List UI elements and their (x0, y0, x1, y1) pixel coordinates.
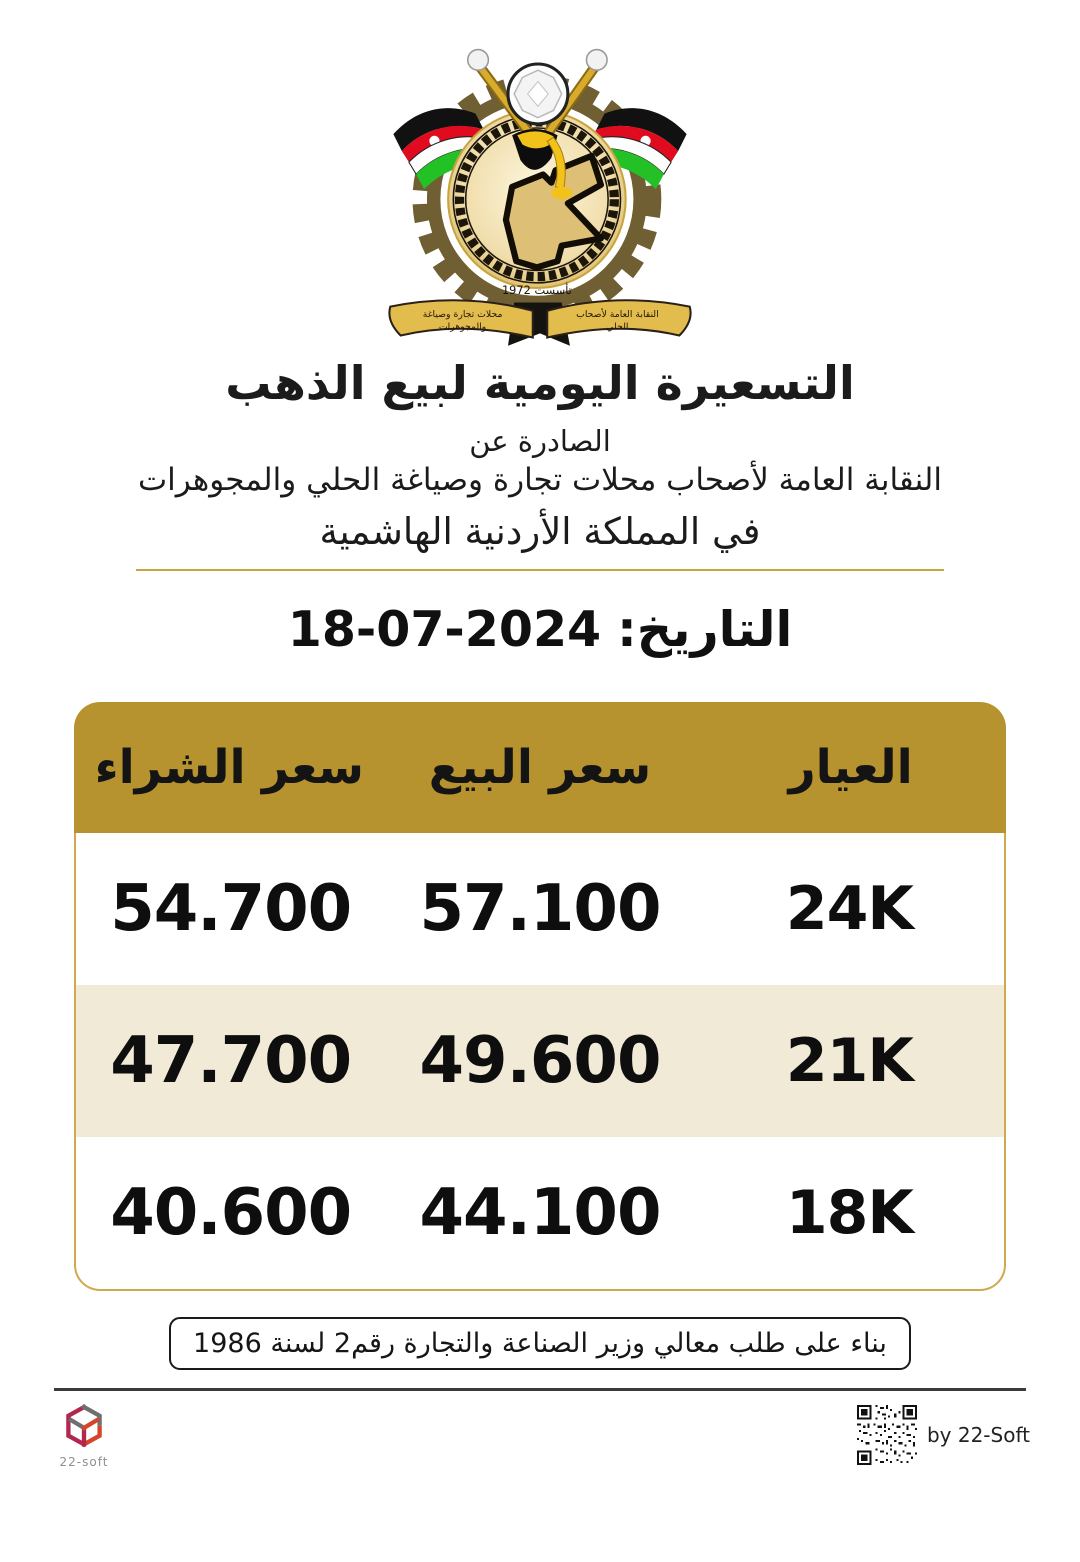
buy-price: 54.700 (110, 872, 352, 946)
diamond-icon (508, 64, 568, 124)
table-body (74, 833, 1006, 1291)
brand-name: 22-soft (59, 1455, 109, 1469)
22soft-cube-icon (58, 1401, 110, 1453)
ribbon-right-line1: النقابة العامة لأصحاب (576, 308, 659, 320)
sell-price: 44.100 (419, 1176, 661, 1250)
founded-year: تأسست 1972 (501, 283, 572, 298)
buy-price: 40.600 (110, 1176, 352, 1250)
footer-divider (54, 1388, 1026, 1391)
credit-text: by 22-Soft (926, 1423, 1030, 1447)
table-row (76, 833, 1004, 985)
date-value: 18-07-2024 (287, 601, 602, 658)
ribbon-left-line1: محلات تجارة وصياغة (422, 308, 503, 320)
ribbon-left-line2: والمجوهرات (438, 321, 487, 333)
ribbon-banner (389, 300, 690, 346)
column-header-karat: العيار (788, 740, 913, 795)
column-header-buy: سعر الشراء (94, 740, 364, 795)
page-title: التسعيرة اليومية لبيع الذهب (225, 356, 855, 410)
ribbon-right-line2: الحلي (606, 321, 629, 333)
karat-value: 18K (785, 1178, 913, 1248)
gold-divider (136, 569, 944, 571)
syndicate-emblem (380, 36, 700, 352)
ministry-note: بناء على طلب معالي وزير الصناعة والتجارة رقم2 لسنة 1986 (169, 1317, 911, 1370)
note-wrap (0, 1317, 1080, 1370)
qr-code (857, 1405, 917, 1465)
emblem-graphic (380, 36, 700, 348)
credit-block (857, 1405, 1030, 1465)
table-row (76, 985, 1004, 1137)
karat-value: 24K (785, 874, 913, 944)
country-line: في المملكة الأردنية الهاشمية (319, 510, 761, 553)
table-row (76, 1137, 1004, 1289)
gold-price-table (74, 702, 1006, 1291)
sell-price: 49.600 (419, 1024, 661, 1098)
buy-price: 47.700 (110, 1024, 352, 1098)
date-line (0, 601, 1080, 658)
column-header-sell: سعر البيع (428, 740, 652, 795)
footer (50, 1401, 1030, 1469)
issued-by-label: الصادرة عن (469, 424, 611, 458)
brand-block (58, 1401, 110, 1469)
table-header-row (74, 702, 1006, 833)
organization-name: النقابة العامة لأصحاب محلات تجارة وصياغة الحلي والمجوهرات (137, 462, 942, 498)
date-label: التاريخ: (617, 601, 793, 658)
karat-value: 21K (785, 1026, 913, 1096)
sell-price: 57.100 (419, 872, 661, 946)
